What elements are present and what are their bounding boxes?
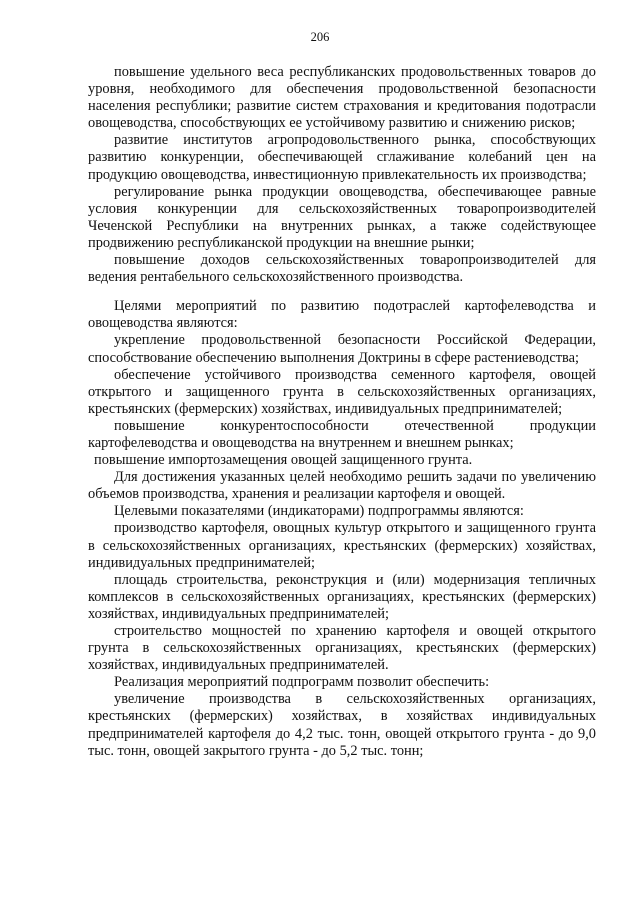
paragraph: Реализация мероприятий подпрограмм позволит обеспечить:	[114, 674, 490, 691]
paragraph: Целями мероприятий по развитию подотраслей картофелеводства и овощеводства являются:	[88, 298, 596, 332]
paragraph: площадь строительства, реконструкция и (или) модернизация тепличных комплексов в сельскохозяйственных организациях, крестьянских (фермерских) хозяйствах, индивидуальных предпринимателей;	[88, 571, 596, 622]
paragraph: Для достижения указанных целей необходимо решить задачи по увеличению объемов производства, хранения и реализации картофеля и овощей.	[88, 469, 596, 503]
body-text	[88, 64, 596, 760]
page-number: 206	[310, 30, 330, 44]
paragraph: развитие институтов агропродовольственного рынка, способствующих развитию конкуренции, обеспечивающей сглаживание колебаний цен на продукцию овощеводства, инвестиционную привлекательность их производства;	[88, 132, 596, 183]
paragraph: увеличение производства в сельскохозяйственных организациях, крестьянских (фермерских) хозяйствах, в хозяйствах индивидуальных предпринимателей картофеля до 4,2 тыс. тонн, овощей открытого грунта - до 9,0 тыс. тонн, овощей закрытого грунта - до 5,2 тыс. тонн;	[88, 691, 596, 759]
paragraph: повышение импортозамещения овощей защищенного грунта.	[94, 452, 473, 469]
paragraph: производство картофеля, овощных культур открытого и защищенного грунта в сельскохозяйственных организациях, крестьянских (фермерских) хозяйствах, индивидуальных предпринимателей;	[88, 520, 596, 571]
paragraph: обеспечение устойчивого производства семенного картофеля, овощей открытого и защищенного грунта в сельскохозяйственных организациях, крестьянских (фермерских) хозяйствах, индивидуальных предпринимателей;	[88, 366, 596, 417]
paragraph: регулирование рынка продукции овощеводства, обеспечивающее равные условия конкуренции для сельскохозяйственных товаропроизводителей Чеченской Республики на внутренних рынках, а также содействующее продвижению республиканской продукции на внешние рынки;	[88, 183, 596, 251]
paragraph: укрепление продовольственной безопасности Российской Федерации, способствование обеспечению выполнения Доктрины в сфере растениеводства;	[88, 332, 596, 366]
paragraph: Целевыми показателями (индикаторами) подпрограммы являются:	[114, 503, 524, 520]
paragraph: повышение удельного веса республиканских продовольственных товаров до уровня, необходимого для обеспечения продовольственной безопасности населения республики; развитие систем страхования и кредитования подотрасли овощеводства, способствующих ее устойчивому развитию и снижению рисков;	[88, 64, 596, 132]
paragraph: строительство мощностей по хранению картофеля и овощей открытого грунта в сельскохозяйственных организациях, крестьянских (фермерских) хозяйствах, индивидуальных предпринимателей.	[88, 623, 596, 674]
paragraph: повышение конкурентоспособности отечественной продукции картофелеводства и овощеводства на внутреннем и внешнем рынках;	[88, 417, 596, 451]
paragraph: повышение доходов сельскохозяйственных товаропроизводителей для ведения рентабельного сельскохозяйственного производства.	[88, 252, 596, 286]
